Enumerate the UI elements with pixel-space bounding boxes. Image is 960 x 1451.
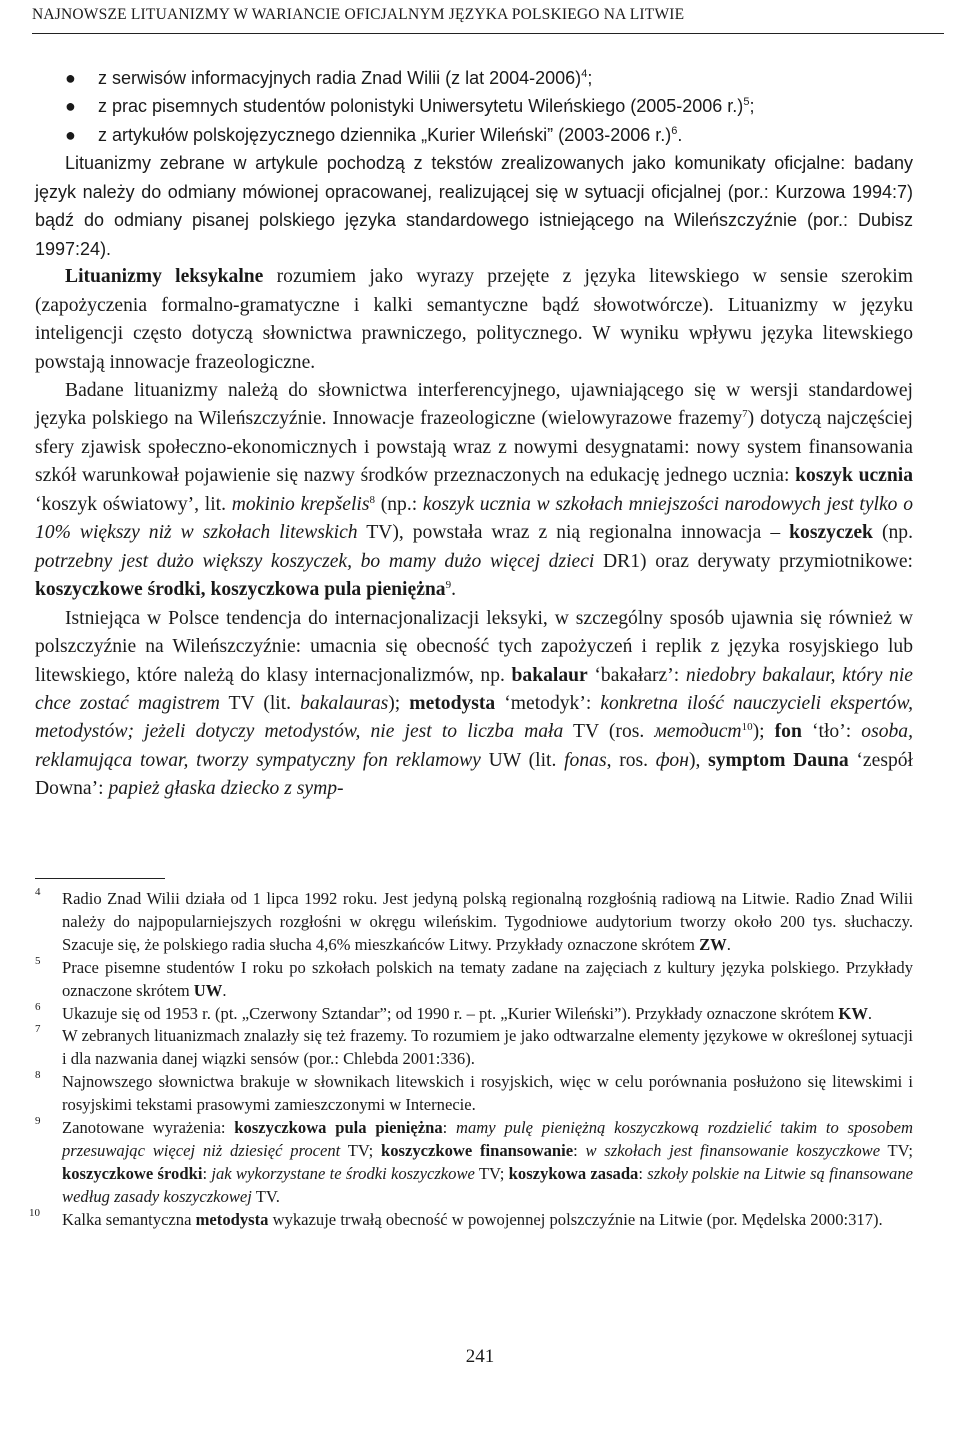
list-item: ● z serwisów informacyjnych radia Znad Wilii (z lat 2004-2006)$^4$; [35,64,913,92]
footnote: 7 W zebranych lituanizmach znalazły się też frazemy. To rozumiem je jako odtwarzalne elementy językowe w określonej sytuacji i dla nazwania danej wiązki sensów (por.: Chlebda 2001:336). [35,1025,913,1071]
footnote-ref[interactable]: 4 [581,68,588,80]
footnote-rule [35,878,165,879]
term: koszyczek [789,522,873,544]
footnote-number: 7 [35,1023,41,1036]
term: fon [774,721,802,743]
footnote-number: 5 [35,954,41,967]
example: методист [654,721,742,743]
footnote-number: 6 [35,1000,41,1013]
term: symptom Dauna [708,749,849,771]
example: niedobry bakalaur, który nie chce zostać magistrem [35,664,913,714]
footnote-ref[interactable]: 5 [743,96,750,109]
example: papież głaska dziecko z symp- [108,778,344,800]
footnote-number: 8 [35,1069,41,1082]
footnote: 8 Najnowszego słownictwa brakuje w słownikach litewskich i rosyjskich, więc w celu porównania posłużono się litewskimi i rosyjskimi tekstami prasowymi zamieszczonymi w Internecie. [35,1071,913,1117]
footnote: 6 Ukazuje się od 1953 r. (pt. „Czerwony Sztandar”; od 1990 r. – pt. „Kurier Wileński”). Przykłady oznaczone skrótem KW. [35,1003,913,1026]
term: Lituanizmy leksykalne [65,266,264,288]
term: bakalaur [511,664,588,686]
main-text [35,64,913,804]
running-head: NAJNOWSZE LITUANIZMY W WARIANCIE OFICJALNYM JĘZYKA POLSKIEGO NA LITWIE [32,6,685,23]
footnotes [29,886,914,1232]
footnote-number: 9 [35,1115,41,1128]
footnote: 9 Zanotowane wyrażenia: koszyczkowa pula pieniężna: mamy pulę pieniężną koszyczkową rozdzielić takim to sposobem przesuwając więcej niż dziesięć procent TV; koszyczkowe finansowanie: w szkołach jest finansowanie koszyczkowe TV; koszyczkowe środki: jak wykorzystane te środki koszyczkowe TV; koszykowa zasada: szkoły polskie na Litwie są finansowane według zasady koszyczkowej TV. [35,1117,913,1209]
term: koszyczkowe środki, koszyczkowa pula pieniężna [35,579,446,601]
footnote: 5 Prace pisemne studentów I roku po szkołach polskich na tematy zadane na zajęciach z kultury języka polskiego. Przykłady oznaczone skrótem UW. [35,957,913,1003]
bullet-icon: ● [65,96,76,117]
source-list [35,64,913,149]
example: osoba, reklamująca towar, tworzy sympatyczny fon reklamowy [35,721,913,771]
footnote-number: 10 [29,1206,40,1219]
example: konkretna ilość nauczycieli ekspertów, metodystów; jeżeli dotyczy metodystów, nie jest to liczba mała [35,692,913,743]
example: fonas [564,749,607,771]
bullet-icon: ● [65,68,76,88]
term: koszyk ucznia [795,465,913,487]
paragraph: Lituanizmy leksykalne rozumiem jako wyrazy przejęte z języka litewskiego w sensie szerokim (zapożyczenia formalno-gramatyczne i kalki semantyczne bądź słowotwórcze). Lituanizmy w języku inteligencji często dotyczą słownictwa prawniczego, politycznego. W wyniku wpływu języka litewskiego powstają innowacje frazeologiczne. [35,266,913,373]
paragraph: Badane lituanizmy należą do słownictwa interferencyjnego, ujawniającego się w wersji standardowej języka polskiego na Wileńszczyźnie. Innowacje frazeologiczne (wielowyrazowe frazemy$^7$) dotyczą najczęściej sfery zjawisk społeczno-ekonomicznych i powstają wraz z nowymi desygnatami: nowy system finansowania szkół warunkował pojawienie się nazwy środków przeznaczonych na edukację jednego ucznia: koszyk ucznia ‘koszyk oświatowy’, lit. mokinio krepšelis$^8$ (np.: koszyk ucznia w szkołach mniejszości narodowych jest tylko o 10% większy niż w szkołach litewskich TV), powstała wraz z nią regionalna innowacja – koszyczek (np. potrzebny jest dużo większy koszyczek, bo mamy dużo więcej dzieci DR1) oraz derywaty przymiotnikowe: koszyczkowe środki, koszyczkowa pula pieniężna$^9$. [35,379,913,601]
footnote-ref[interactable]: 8 [369,493,375,506]
header-rule [32,33,944,34]
footnote-ref[interactable]: 9 [445,579,452,592]
term: metodysta [409,692,496,714]
page-number: 241 [465,1346,495,1367]
footnote-ref[interactable]: 6 [671,124,678,137]
bullet-icon: ● [65,124,76,145]
footnote-number: 4 [35,886,41,898]
footnote-ref[interactable]: 7 [742,408,748,421]
paragraph: Istniejąca w Polsce tendencja do internacjonalizacji leksyki, w szczególny sposób ujawnia się również w polszczyźnie na Wileńszczyźnie: umacnia się obecność tych zapożyczeń i replik z języka rosyjskiego lub litewskiego, które należą do klasy internacjonalizmów, np. bakalaur ‘bakałarz’: niedobry bakalaur, który nie chce zostać magistrem TV (lit. bakalauras); metodysta ‘metodyk’: konkretna ilość nauczycieli ekspertów, metodystów; jeżeli dotyczy metodystów, nie jest to liczba mała TV (ros. методист$^{10}$); fon ‘tło’: osoba, reklamująca towar, tworzy sympatyczny fon reklamowy UW (lit. fonas, ros. фон), symptom Dauna ‘zespół Downa’: papież głaska dziecko z symp- [35,607,913,800]
example: mokinio krepšelis [231,493,370,515]
footnote-ref[interactable]: 10 [741,721,753,734]
example: фон [655,749,689,771]
list-item: ● z artykułów polskojęzycznego dziennika „Kurier Wileński” (2003-2006 r.)$^6$. [35,121,913,149]
list-item: ● z prac pisemnych studentów polonistyki Uniwersytetu Wileńskiego (2005-2006 r.)$^5$; [35,92,913,120]
footnote: 4 Radio Znad Wilii działa od 1 lipca 1992 roku. Jest jedyną polską regionalną rozgłośnią radiową na Litwie. Radio Znad Wilii należy do najpopularniejszych rozgłośni w okręgu wileńskim. Tygodniowe audytorium tworzy około 200 tys. słuchaczy. Szacuje się, że polskiego radia słucha 4,6% mieszkańców Litwy. Przykłady oznaczone skrótem ZW. [35,888,913,957]
footnote: 10 Kalka semantyczna metodysta wykazuje trwałą obecność w powojennej polszczyźnie na Litwie (por. Mędelska 2000:317). [35,1209,913,1232]
paragraph: Lituanizmy zebrane w artykule pochodzą z tekstów zrealizowanych jako komunikaty oficjalne: badany język należy do odmiany mówionej opracowanej, realizującej się w sytuacji oficjalnej (por.: Kurzowa 1994:7) bądź do odmiany pisanej polskiego języka standardowego istniejącego na Wileńszczyźnie (por.: Dubisz 1997:24). [35,153,913,259]
example: koszyk ucznia w szkołach mniejszości narodowych jest tylko o 10% większy niż w szkołach litewskich [35,493,913,544]
example: bakalauras [300,692,389,714]
example: potrzebny jest dużo większy koszyczek, bo mamy dużo więcej dzieci [35,550,595,572]
